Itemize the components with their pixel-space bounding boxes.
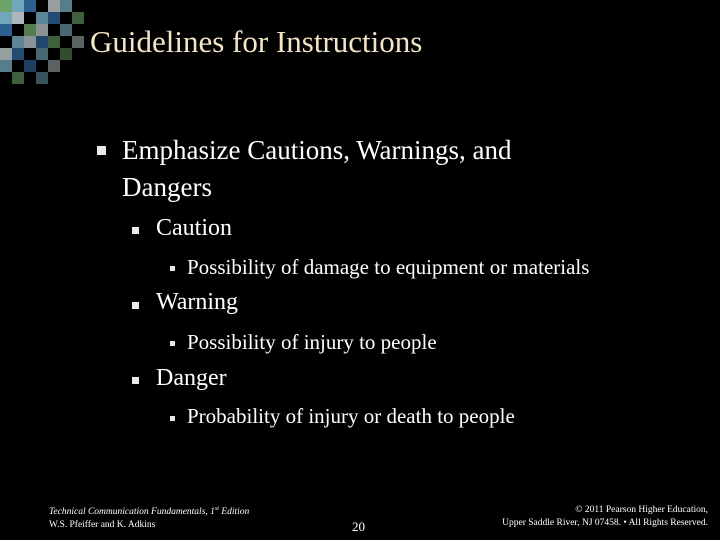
grid-cell: [0, 0, 12, 12]
grid-cell: [60, 0, 72, 12]
grid-cell: [48, 36, 60, 48]
decorative-grid-logo: [0, 0, 84, 84]
bullet-warning: Warning: [156, 289, 239, 315]
grid-cell: [12, 48, 24, 60]
copyright-line1: © 2011 Pearson Higher Education,: [575, 505, 708, 515]
bullet-warning-detail: Possibility of injury to people: [187, 330, 437, 354]
grid-cell: [60, 48, 72, 60]
grid-cell: [36, 48, 48, 60]
bullet-danger-detail: Probability of injury or death to people: [187, 404, 515, 428]
grid-cell: [0, 24, 12, 36]
bullet-square-icon: [97, 146, 106, 155]
bullet-main-line2: Dangers: [122, 172, 212, 202]
page-number: 20: [352, 519, 365, 534]
footer-copyright: [502, 504, 708, 530]
copyright-line2: Upper Saddle River, NJ 07458. • All Rights Reserved.: [502, 518, 708, 528]
grid-cell: [72, 12, 84, 24]
bullet-square-icon: [132, 377, 139, 384]
grid-cell: [48, 12, 60, 24]
grid-cell: [12, 72, 24, 84]
bullet-square-icon: [170, 266, 175, 271]
bullet-square-icon: [170, 341, 175, 346]
grid-cell: [12, 0, 24, 12]
grid-cell: [36, 72, 48, 84]
grid-cell: [0, 48, 12, 60]
grid-cell: [12, 12, 24, 24]
grid-cell: [24, 60, 36, 72]
grid-cell: [72, 36, 84, 48]
grid-cell: [60, 24, 72, 36]
bullet-square-icon: [170, 416, 175, 421]
bullet-square-icon: [132, 302, 139, 309]
bullet-caution: Caution: [156, 215, 232, 241]
bullet-square-icon: [132, 227, 139, 234]
grid-cell: [24, 0, 36, 12]
grid-cell: [36, 36, 48, 48]
footer-citation: [49, 503, 249, 532]
grid-cell: [0, 60, 12, 72]
grid-cell: [12, 36, 24, 48]
slide-title: Guidelines for Instructions: [90, 24, 423, 59]
grid-cell: [0, 12, 12, 24]
grid-cell: [48, 60, 60, 72]
footer-book-title: Technical Communication Fundamentals, 1st Edition: [49, 506, 250, 518]
grid-cell: [36, 24, 48, 36]
grid-cell: [24, 24, 36, 36]
bullet-main-line1: Emphasize Cautions, Warnings, and: [122, 135, 512, 165]
grid-cell: [48, 0, 60, 12]
bullet-danger: Danger: [156, 365, 227, 391]
grid-cell: [36, 12, 48, 24]
footer-authors: W.S. Pfeiffer and K. Adkins: [49, 520, 156, 531]
bullet-caution-detail: Possibility of damage to equipment or materials: [187, 255, 590, 279]
grid-cell: [24, 36, 36, 48]
